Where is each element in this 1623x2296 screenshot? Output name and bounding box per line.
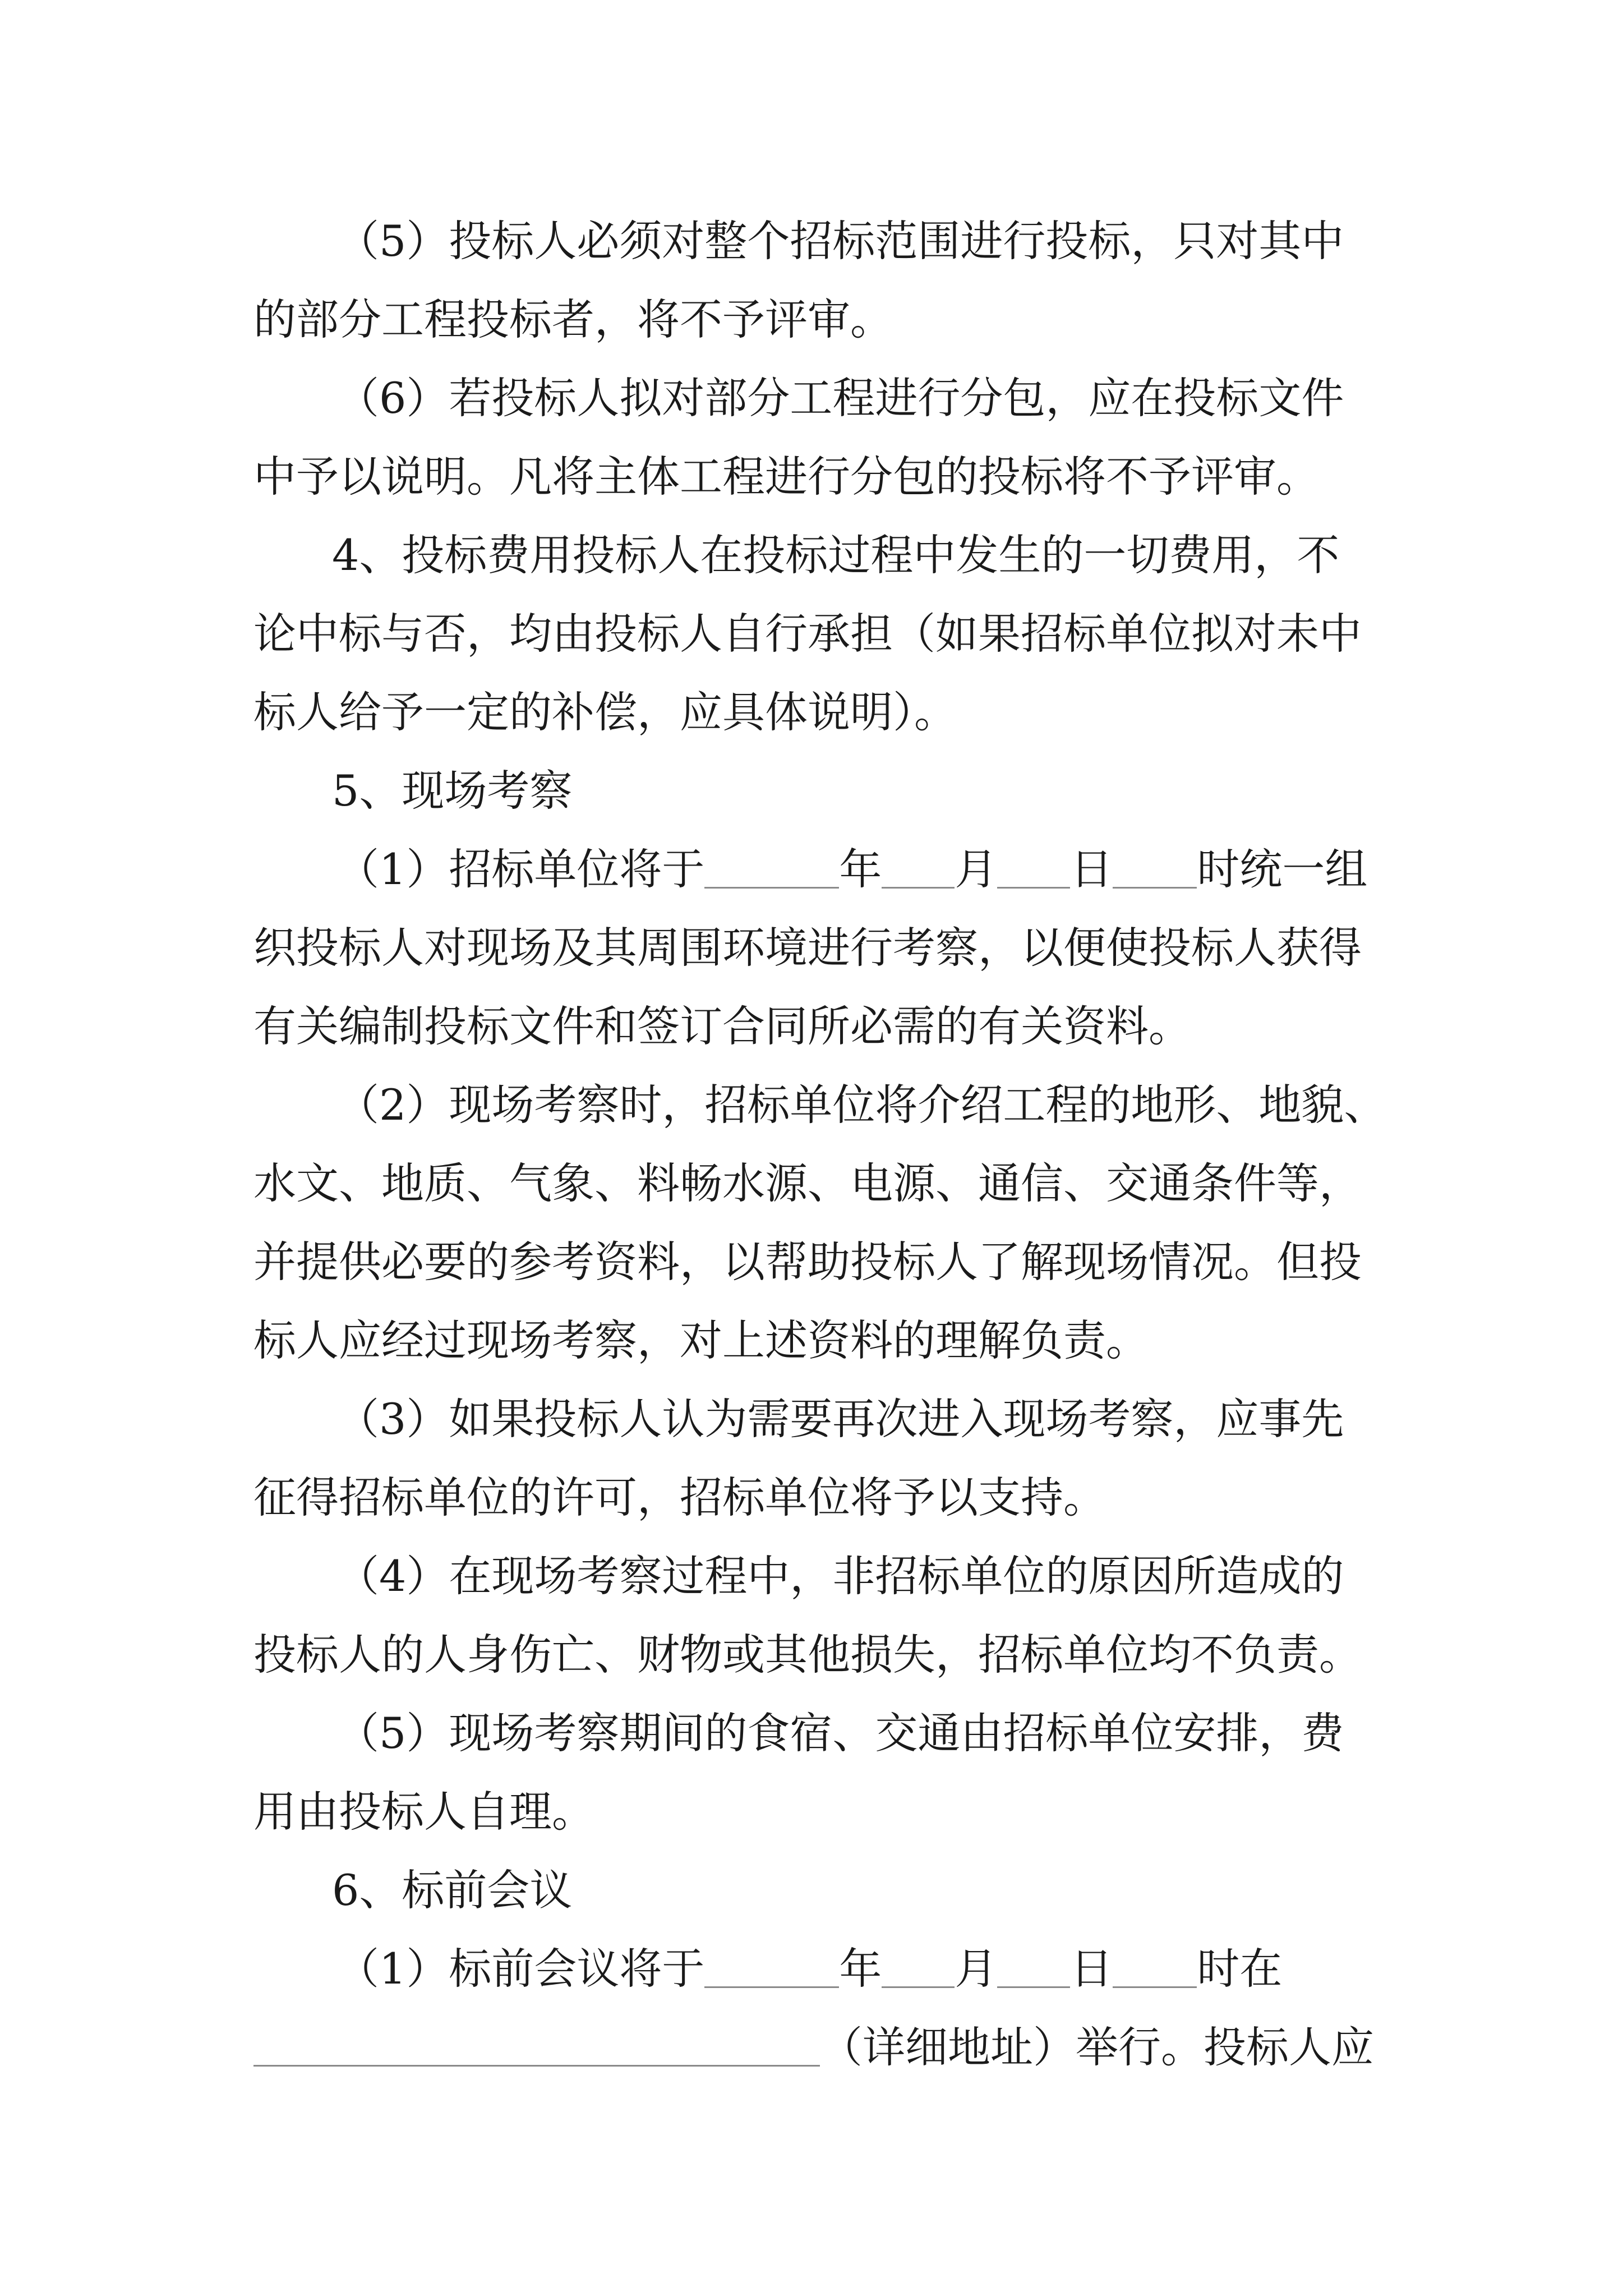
paragraph-line: 织投标人对现场及其周围环境进行考察，以便使投标人获得 (253, 923, 1362, 973)
year-blank[interactable] (704, 1953, 839, 1988)
paragraph-line: 用由投标人自理。 (253, 1787, 594, 1837)
paragraph-line: （5）现场考察期间的食宿、交通由招标单位安排，费 (336, 1708, 1344, 1758)
section-heading: 6、标前会议 (332, 1865, 573, 1915)
paragraph-line: （3）如果投标人认为需要再次进入现场考察，应事先 (336, 1394, 1344, 1444)
day-label: 日 (1070, 1944, 1113, 1994)
site-visit-lead: （1）招标单位将于 (336, 844, 705, 894)
paragraph-line: 水文、地质、气象、料畅水源、电源、通信、交通条件等， (253, 1158, 1362, 1208)
paragraph-line: 4、投标费用投标人在投标过程中发生的一切费用，不 (332, 530, 1340, 580)
paragraph-line: 投标人的人身伤亡、财物或其他损失，招标单位均不负责。 (253, 1630, 1362, 1680)
site-visit-date-line (336, 841, 1386, 898)
meeting-lead: （1）标前会议将于 (336, 1944, 705, 1994)
hour-label: 时在 (1197, 1944, 1283, 1994)
paragraph-line: 有关编制投标文件和签订合同所必需的有关资料。 (253, 1001, 1191, 1051)
paragraph-line: （6）若投标人拟对部分工程进行分包，应在投标文件 (336, 373, 1344, 423)
month-label: 月 (955, 844, 998, 894)
paragraph-line: 标人应经过现场考察，对上述资料的理解负责。 (253, 1315, 1149, 1365)
paragraph-line: （4）在现场考察过程中，非招标单位的原因所造成的 (336, 1551, 1344, 1601)
month-label: 月 (955, 1944, 998, 1994)
section-heading: 5、现场考察 (332, 766, 573, 816)
meeting-date-line (336, 1941, 1386, 1997)
year-label: 年 (839, 844, 882, 894)
paragraph-line: 标人给予一定的补偿，应具体说明）。 (253, 687, 957, 737)
day-blank[interactable] (997, 853, 1070, 889)
paragraph-line: 论中标与否，均由投标人自行承担（如果招标单位拟对未中 (253, 609, 1362, 659)
year-label: 年 (839, 1944, 882, 1994)
paragraph-line: 中予以说明。凡将主体工程进行分包的投标将不予评审。 (253, 452, 1319, 501)
day-blank[interactable] (997, 1953, 1070, 1988)
hour-blank[interactable] (1113, 853, 1197, 889)
paragraph-line: 并提供必要的参考资料，以帮助投标人了解现场情况。但投 (253, 1237, 1362, 1287)
hour-label: 时统一组 (1197, 844, 1368, 894)
day-label: 日 (1070, 844, 1113, 894)
hour-blank[interactable] (1113, 1953, 1197, 1988)
address-blank[interactable] (253, 2031, 820, 2067)
paragraph-line: （5）投标人必须对整个招标范围进行投标，只对其中 (336, 216, 1344, 266)
paragraph-line: 的部分工程投标者，将不予评审。 (253, 295, 893, 344)
address-suffix: （详细地址）举行。投标人应 (820, 2022, 1374, 2072)
address-line (253, 2019, 1386, 2076)
paragraph-line: （2）现场考察时，招标单位将介绍工程的地形、地貌、 (336, 1080, 1387, 1130)
year-blank[interactable] (704, 853, 839, 889)
month-blank[interactable] (882, 853, 955, 889)
month-blank[interactable] (882, 1953, 955, 1988)
paragraph-line: 征得招标单位的许可，招标单位将予以支持。 (253, 1473, 1106, 1522)
